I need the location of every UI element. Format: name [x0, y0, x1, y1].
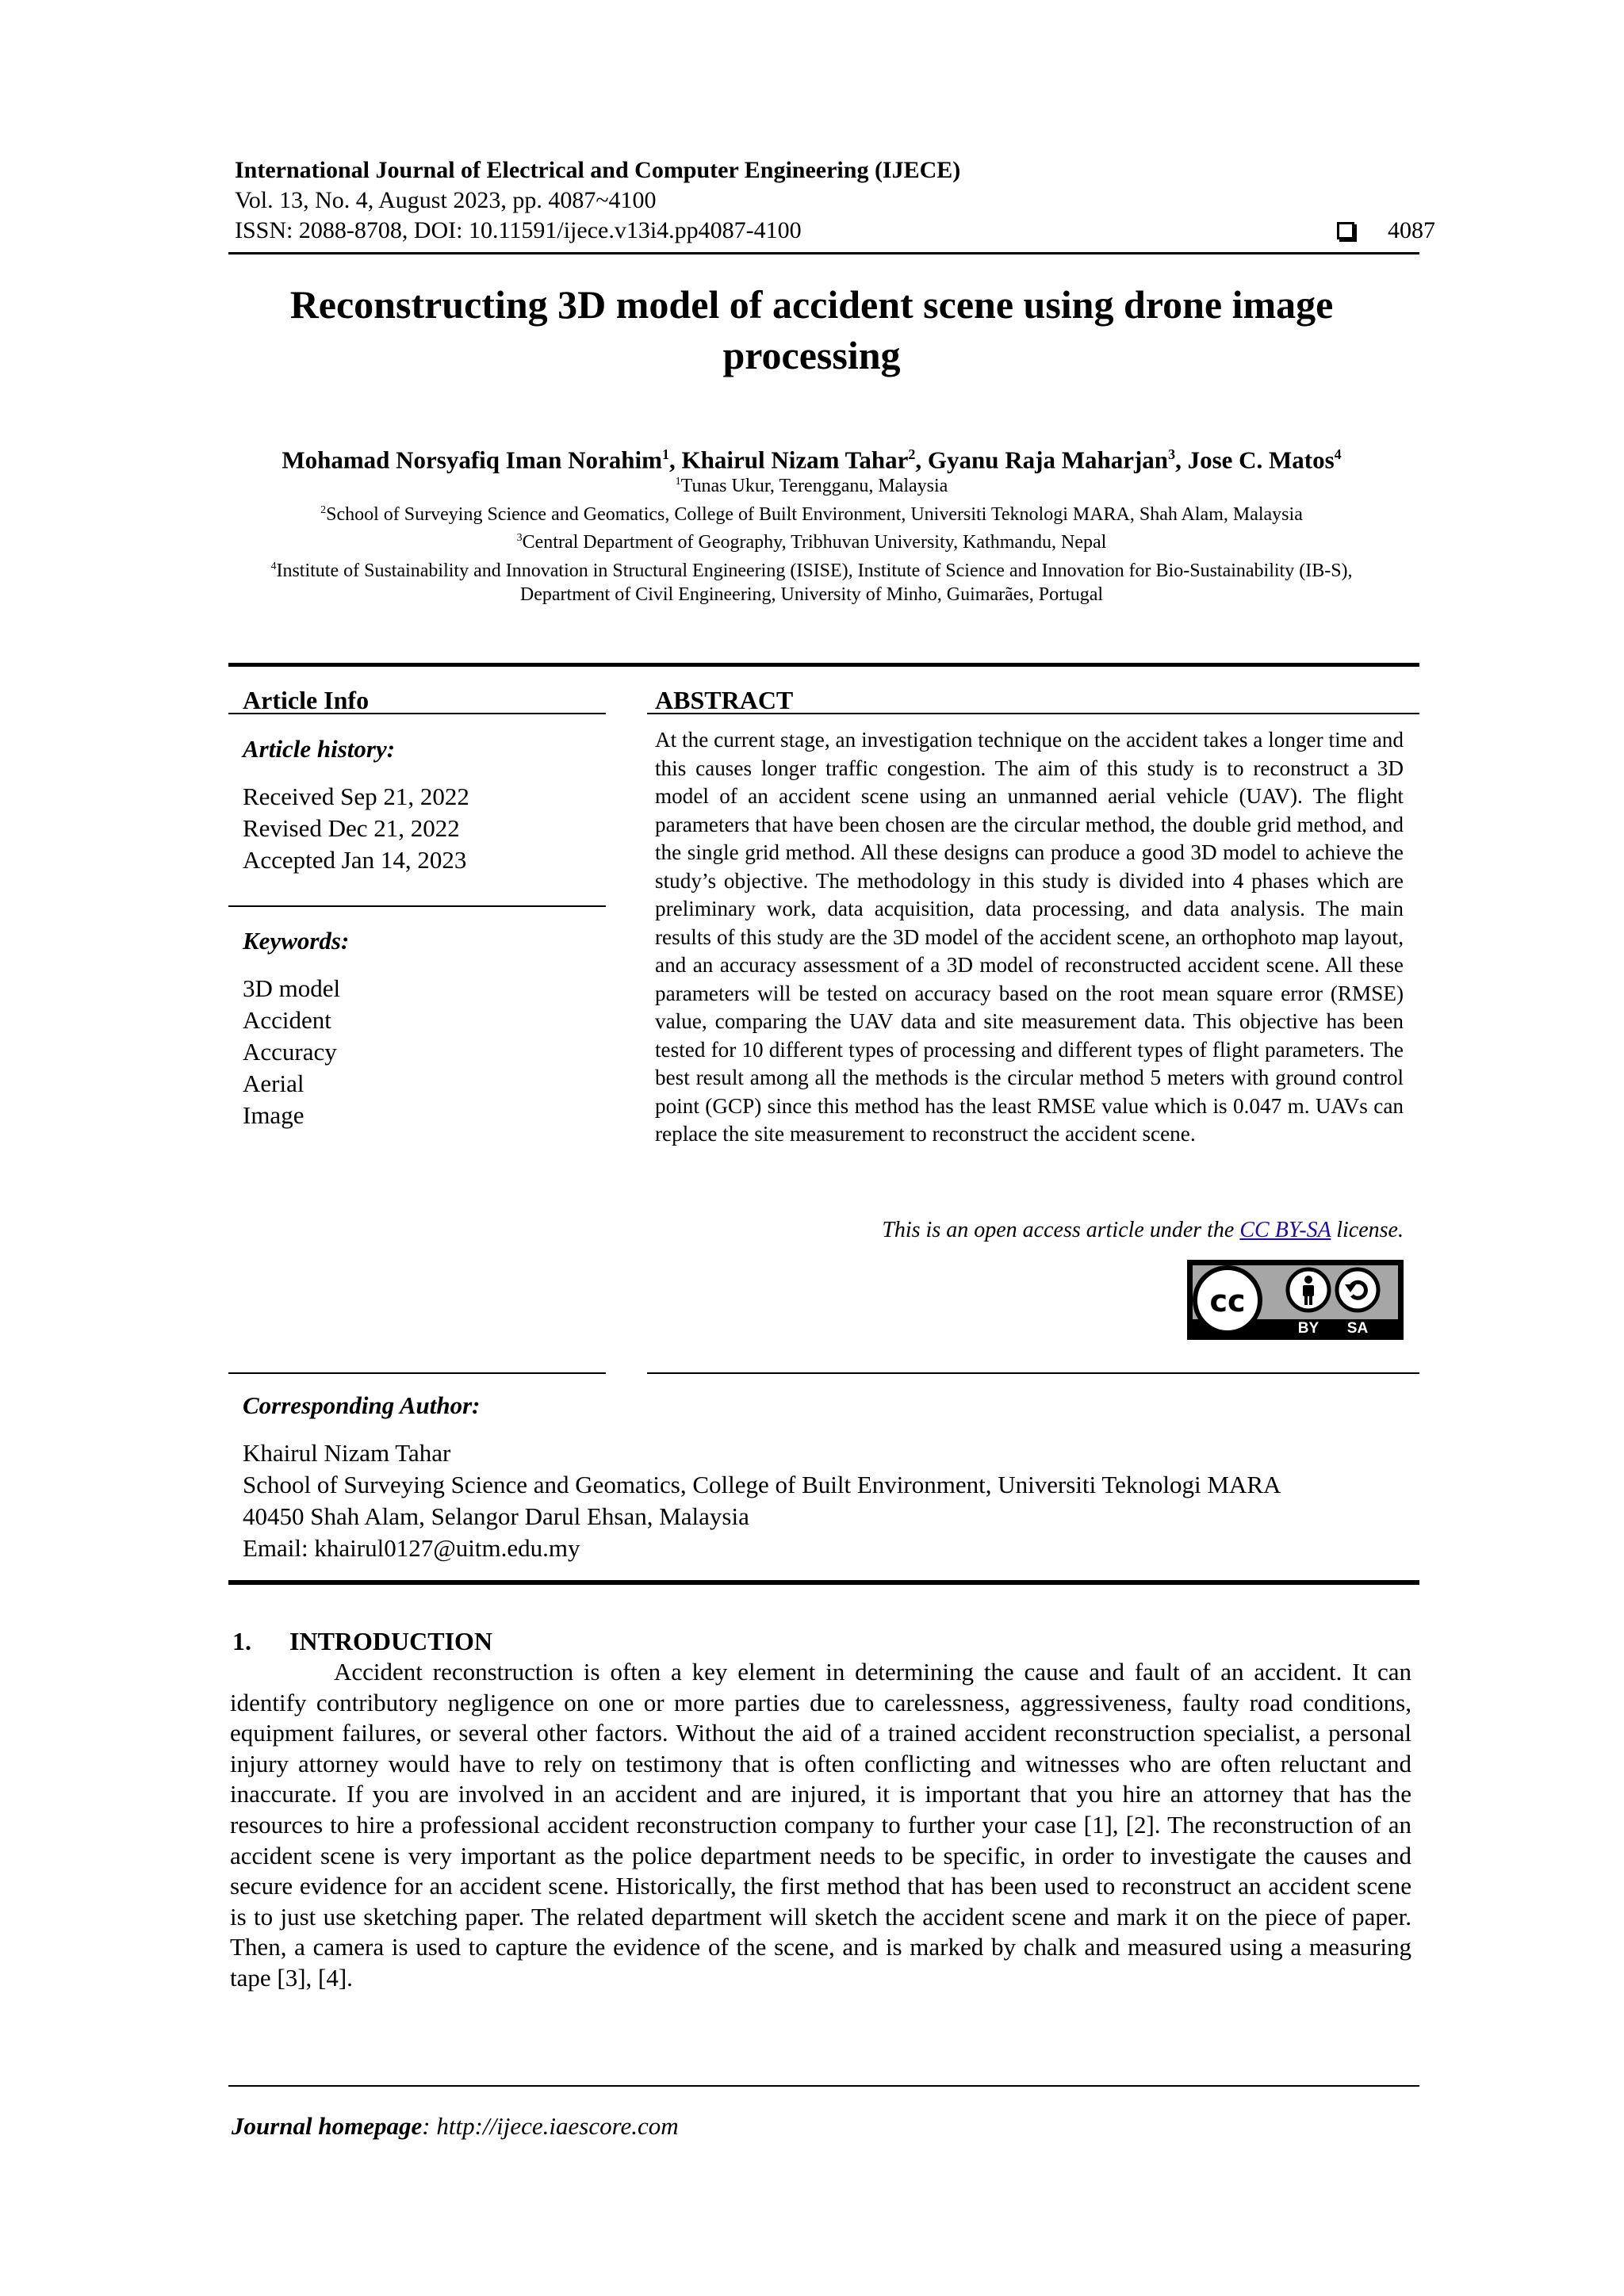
article-history — [243, 781, 469, 876]
sa-label: SA — [1346, 1320, 1369, 1337]
corresponding-address-2: 40450 Shah Alam, Selangor Darul Ehsan, Malaysia — [243, 1502, 749, 1530]
author-name: Jose C. Matos — [1187, 446, 1335, 474]
author-affiliation-mark: 1 — [661, 446, 669, 462]
header-rule — [228, 252, 1419, 254]
introduction-paragraph: Accident reconstruction is often a key element in determining the cause and fault of an accident. It can identify contributory negligence on one or more parties due to carelessness, aggressiveness, faulty road conditions, equipment failures, or several other factors. Without the aid of a trained accident reconstruction specialist, a personal injury attorney would have to rely on testimony that is often conflicting and witnesses who are often reluctant and inaccurate. If you are involved in an accident and are injured, it is important that you hire an attorney that has the resources to hire a professional accident reconstruction company to further your case [1], [2]. The reconstruction of an accident scene is very important as the police department needs to be specific, in order to investigate the causes and secure evidence for an accident scene. Historically, the first method that has been used to reconstruct an accident scene is to just use sketching paper. The related department will sketch the accident scene and mark it on the piece of paper. Then, a camera is used to capture the evidence of the scene, and is marked by chalk and measured using a measuring tape [3], [4]. — [230, 1658, 1411, 1992]
cc-icon-label: cc — [1209, 1284, 1246, 1318]
keyword-item: Aerial — [243, 1070, 304, 1097]
keywords-divider — [228, 1372, 606, 1374]
license-prefix: This is an open access article under the — [882, 1218, 1240, 1242]
affiliation-item — [230, 499, 1393, 527]
affiliation-number: 2 — [320, 503, 327, 516]
author-name: Gyanu Raja Maharjan — [927, 446, 1169, 474]
section-title: INTRODUCTION — [289, 1627, 493, 1655]
accepted-date: Accepted Jan 14, 2023 — [243, 846, 467, 874]
page-number: 4087 — [1388, 217, 1435, 243]
corresponding-details — [243, 1437, 1281, 1564]
page-number-block — [1337, 216, 1435, 246]
article-history-heading: Article history: — [243, 735, 396, 763]
author-list: Mohamad Norsyafiq Iman Norahim$^1$, Khairul Nizam Tahar$^2$, Gyanu Raja Maharjan$^3$, Jose C. Matos$^4$ — [282, 446, 1342, 474]
corresponding-name: Khairul Nizam Tahar — [243, 1439, 451, 1467]
article-info-heading: Article Info — [243, 686, 370, 714]
corresponding-bottom-rule — [228, 1580, 1419, 1585]
revised-date: Revised Dec 21, 2022 — [243, 814, 460, 842]
keyword-list — [243, 973, 340, 1131]
introduction-heading — [232, 1625, 492, 1657]
author-affiliation-mark: 4 — [1334, 446, 1342, 462]
affiliation-number: 1 — [675, 476, 681, 488]
homepage-url[interactable]: : http://ijece.iaescore.com — [422, 2112, 679, 2140]
affiliation-list — [230, 470, 1393, 607]
journal-title: International Journal of Electrical and Computer Engineering (IJECE) — [235, 157, 961, 183]
homepage-label: Journal homepage — [232, 2112, 423, 2140]
keyword-item: Accuracy — [243, 1038, 337, 1066]
journal-volume: Vol. 13, No. 4, August 2023, pp. 4087~4100 — [235, 187, 657, 213]
affiliation-item — [230, 526, 1393, 555]
affiliation-item — [230, 470, 1393, 499]
paper-title-line-1: Reconstructing 3D model of accident scene using drone image — [289, 282, 1334, 327]
cc-by-sa-badge[interactable] — [1187, 1260, 1404, 1340]
by-label: BY — [1297, 1320, 1320, 1337]
introduction-body — [230, 1657, 1411, 1994]
affiliation-text: Institute of Sustainability and Innovation in Structural Engineering (ISISE), Institute of Science and Innovation for Bio-Sustainability (IB-S), Department of Civil Engineering, University of Minho, Guimarães, Portugal — [276, 560, 1353, 605]
keyword-item: 3D model — [243, 974, 341, 1002]
keyword-item: Image — [243, 1101, 304, 1129]
paper-title-line-2: processing — [722, 333, 901, 377]
author-name: Khairul Nizam Tahar — [681, 446, 909, 474]
affiliation-text: School of Surveying Science and Geomatics, College of Built Environment, Universiti Teknologi MARA, Shah Alam, Malaysia — [326, 503, 1303, 525]
affiliation-text: Central Department of Geography, Tribhuvan University, Kathmandu, Nepal — [522, 532, 1107, 553]
by-person-icon — [1288, 1269, 1329, 1311]
abstract-heading: ABSTRACT — [655, 686, 794, 714]
journal-homepage — [232, 2110, 679, 2142]
received-date: Received Sep 21, 2022 — [243, 783, 469, 810]
corresponding-heading: Corresponding Author: — [243, 1391, 481, 1419]
footer-rule — [228, 2085, 1419, 2087]
author-affiliation-mark: 3 — [1168, 446, 1176, 462]
paper-title — [190, 279, 1433, 381]
cc-badge-graphic — [1189, 1262, 1401, 1337]
author-affiliation-mark: 2 — [908, 446, 916, 462]
journal-issn: ISSN: 2088-8708, DOI: 10.11591/ijece.v13i4.pp4087-4100 — [235, 217, 802, 243]
license-link[interactable]: CC BY-SA — [1239, 1218, 1331, 1242]
license-note — [882, 1216, 1404, 1245]
info-top-rule — [228, 663, 1419, 667]
affiliation-number: 4 — [270, 560, 277, 572]
license-suffix: license. — [1331, 1218, 1404, 1242]
corresponding-email[interactable]: Email: khairul0127@uitm.edu.my — [243, 1534, 580, 1562]
affiliation-number: 3 — [516, 532, 523, 544]
keywords-heading: Keywords: — [243, 927, 350, 955]
affiliation-text: Tunas Ukur, Terengganu, Malaysia — [680, 476, 948, 496]
corresponding-address-1: School of Surveying Science and Geomatics, College of Built Environment, Universiti Teknologi MARA — [243, 1471, 1281, 1498]
section-number: 1. — [232, 1627, 251, 1655]
author-name: Mohamad Norsyafiq Iman Norahim — [282, 446, 662, 474]
affiliation-item — [230, 555, 1393, 607]
keyword-item: Accident — [243, 1006, 331, 1034]
page-square-icon — [1337, 222, 1354, 239]
history-divider — [228, 905, 606, 907]
abstract-text: At the current stage, an investigation technique on the accident takes a longer time and this causes longer traffic congestion. The aim of this study is to reconstruct a 3D model of an accident scene using an unmanned aerial vehicle (UAV). The flight parameters that have been chosen are the circular method, the double grid method, and the single grid method. All these designs can produce a good 3D model to achieve the study’s objective. The methodology in this study is divided into 4 phases which are preliminary work, data acquisition, data processing, and data analysis. The main results of this study are the 3D model of the accident scene, an orthophoto map layout, and an accuracy assessment of a 3D model of reconstructed accident scene. All these parameters will be tested on accuracy based on the root mean square error (RMSE) value, comparing the UAV data and site measurement data. This objective has been tested for 10 different types of processing and different types of flight parameters. The best result among all the methods is the circular method 5 meters with ground control point (GCP) since this method has the least RMSE value which is 0.047 m. UAVs can replace the site measurement to reconstruct the accident scene. — [655, 728, 1404, 1146]
abstract-bottom-rule — [647, 1372, 1419, 1374]
sa-share-alike-icon — [1337, 1269, 1378, 1311]
